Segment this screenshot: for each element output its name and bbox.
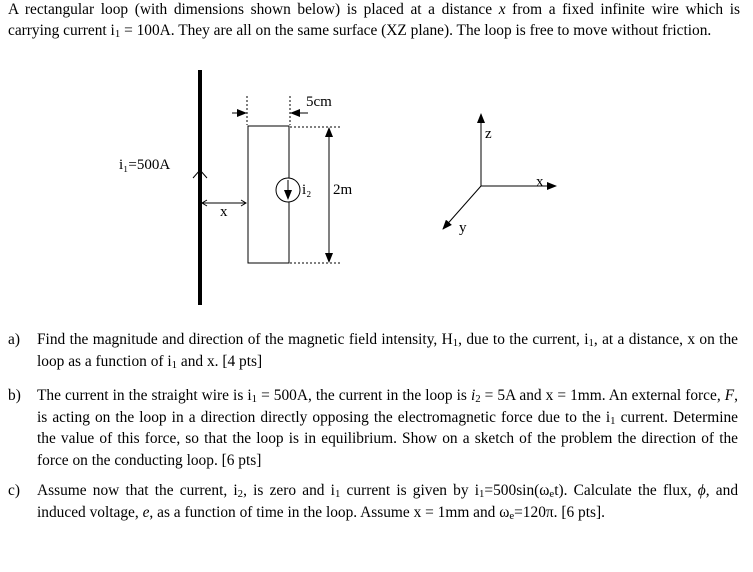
question-c-label: c) [8, 482, 20, 499]
question-b [8, 385, 738, 471]
question-a-text: Find the magnitude and direction of the magnetic field intensity, $H_1$, due to the current, $i_1$, at a distance, x on the loop as a function of $i_1$ and x. [4 pts] [37, 331, 738, 371]
question-c [8, 480, 738, 523]
x-axis-label: x [536, 174, 544, 190]
question-b-label: b) [8, 387, 21, 404]
question-a-label: a) [8, 331, 20, 348]
question-b-text: The current in the straight wire is $i_1 = 500A$, the current in the loop is $i_2 = 5A$ and x = 1mm. An external force, F, is acting on the loop in a direction directly opposing the electromagnetic force due to the $i_1$ current. Determine the value of this force, so that the loop is in equilibrium. Show on a sketch of the problem the direction of the force on the conducting loop. [6 pts] [37, 387, 739, 469]
question-c-text: Assume now that the current, $i_2$, is zero and $i_1$ current is given by $i_1=500\sin(\omega_et)$. Calculate the flux, ϕ, and induced voltage, e, as a function of time in the loop. Assume x = 1mm and $\omega_e=120\pi$. [6 pts]. [37, 482, 739, 522]
question-a [8, 329, 738, 372]
y-axis-label: y [459, 220, 467, 236]
height-label: 2m [333, 182, 353, 198]
problem-intro: A rectangular loop (with dimensions shown below) is placed at a distance x from a fixed infinite wire which is carrying current $i_1 = 100A$. They are all on the same surface (XZ plane). The loop is free to move without friction. [8, 1, 740, 40]
wire-current-label: i₁=500A [119, 157, 171, 173]
width-label: 5cm [306, 94, 332, 110]
distance-x-label: x [220, 204, 228, 220]
loop-current-label: i₂ [302, 182, 312, 198]
z-axis-label: z [485, 126, 492, 142]
